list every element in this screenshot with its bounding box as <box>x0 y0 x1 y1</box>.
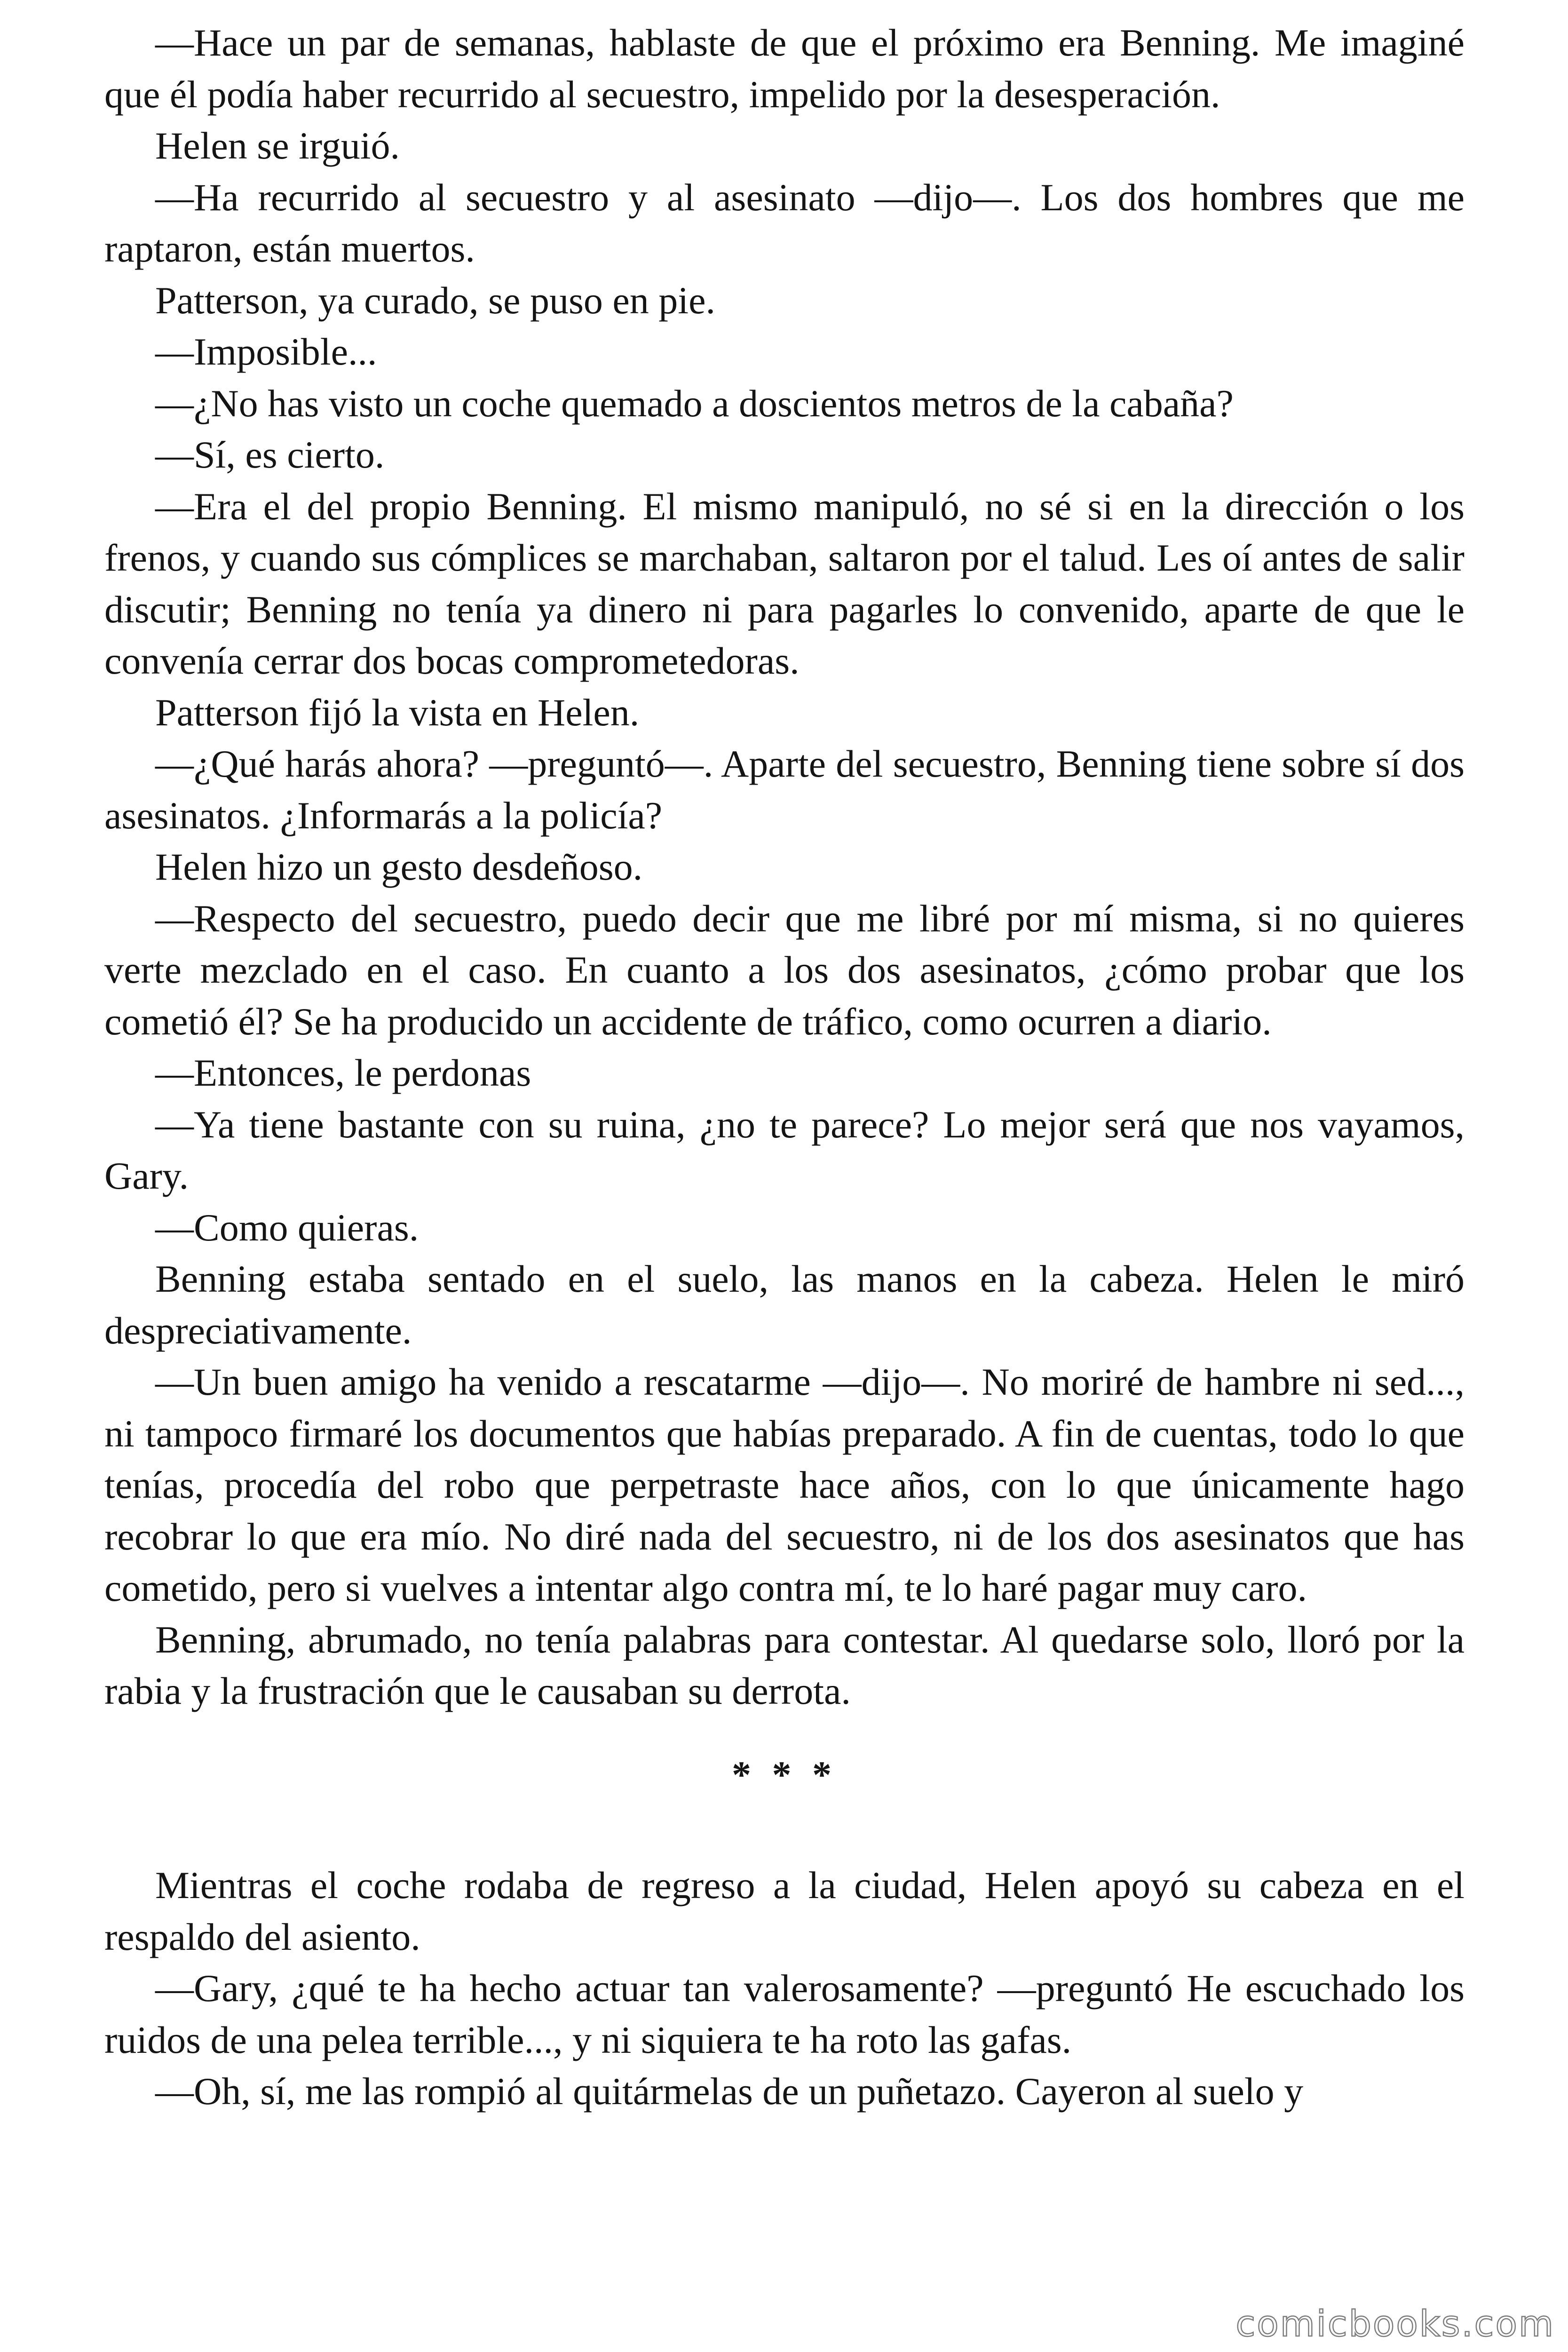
paragraph: —Sí, es cierto. <box>155 433 385 476</box>
paragraph: —Como quieras. <box>155 1206 419 1249</box>
paragraph: —Entonces, le perdonas <box>155 1051 531 1094</box>
paragraph: —Ha recurrido al secuestro y al asesinato —dijo—. Los dos hombres que me raptaron, están muertos. <box>104 175 1465 270</box>
paragraph: —Era el del propio Benning. El mismo manipuló, no sé si en la dirección o los frenos, y cuando sus cómplices se marchaban, saltaron por el talud. Les oí antes de salir discutir; Benning no tenía ya dinero ni para pagarles lo convenido, aparte de que le convenía cerrar dos bocas comprometedoras. <box>104 485 1465 682</box>
page-text <box>104 17 1465 2117</box>
paragraph: —Imposible... <box>155 330 377 373</box>
paragraph: —Respecto del secuestro, puedo decir que me libré por mí misma, si no quieres verte mezclado en el caso. En cuanto a los dos asesinatos, ¿cómo probar que los cometió él? Se ha producido un accidente de tráfico, como ocurren a diario. <box>104 897 1465 1043</box>
paragraph: —¿No has visto un coche quemado a doscientos metros de la cabaña? <box>155 381 1234 425</box>
paragraph: —Ya tiene bastante con su ruina, ¿no te parece? Lo mejor será que nos vayamos, Gary. <box>104 1103 1465 1197</box>
paragraph: Benning, abrumado, no tenía palabras para contestar. Al quedarse solo, lloró por la rabia y la frustración que le causaban su derrota. <box>104 1618 1465 1712</box>
paragraph: —Hace un par de semanas, hablaste de que el próximo era Benning. Me imaginé que él podía haber recurrido al secuestro, impelido por la desesperación. <box>104 21 1465 116</box>
paragraph: Helen hizo un gesto desdeñoso. <box>155 845 643 888</box>
paragraph: Benning estaba sentado en el suelo, las manos en la cabeza. Helen le miró despreciativamente. <box>104 1257 1465 1352</box>
paragraph: —Oh, sí, me las rompió al quitármelas de un puñetazo. Cayeron al suelo y <box>155 2070 1304 2113</box>
paragraph: —Gary, ¿qué te ha hecho actuar tan valerosamente? —preguntó He escuchado los ruidos de una pelea terrible..., y ni siquiera te ha roto las gafas. <box>104 1967 1465 2061</box>
paragraph: Patterson, ya curado, se puso en pie. <box>155 278 715 322</box>
paragraph: Mientras el coche rodaba de regreso a la ciudad, Helen apoyó su cabeza en el respaldo del asiento. <box>104 1864 1465 1958</box>
paragraph: Patterson fijó la vista en Helen. <box>155 691 640 734</box>
paragraph: —¿Qué harás ahora? —preguntó—. Aparte del secuestro, Benning tiene sobre sí dos asesinatos. ¿Informarás a la policía? <box>104 742 1465 837</box>
section-separator: * * * <box>732 1753 837 1796</box>
watermark: comicbooks.com <box>1235 2303 1555 2344</box>
paragraph: Helen se irguió. <box>155 124 400 167</box>
paragraph: —Un buen amigo ha venido a rescatarme —dijo—. No moriré de hambre ni sed..., ni tampoco firmaré los documentos que habías preparado. A fin de cuentas, todo lo que tenías, procedía del robo que perpetraste hace años, con lo que únicamente hago recobrar lo que era mío. No diré nada del secuestro, ni de los dos asesinatos que has cometido, pero si vuelves a intentar algo contra mí, te lo haré pagar muy caro. <box>104 1360 1465 1609</box>
